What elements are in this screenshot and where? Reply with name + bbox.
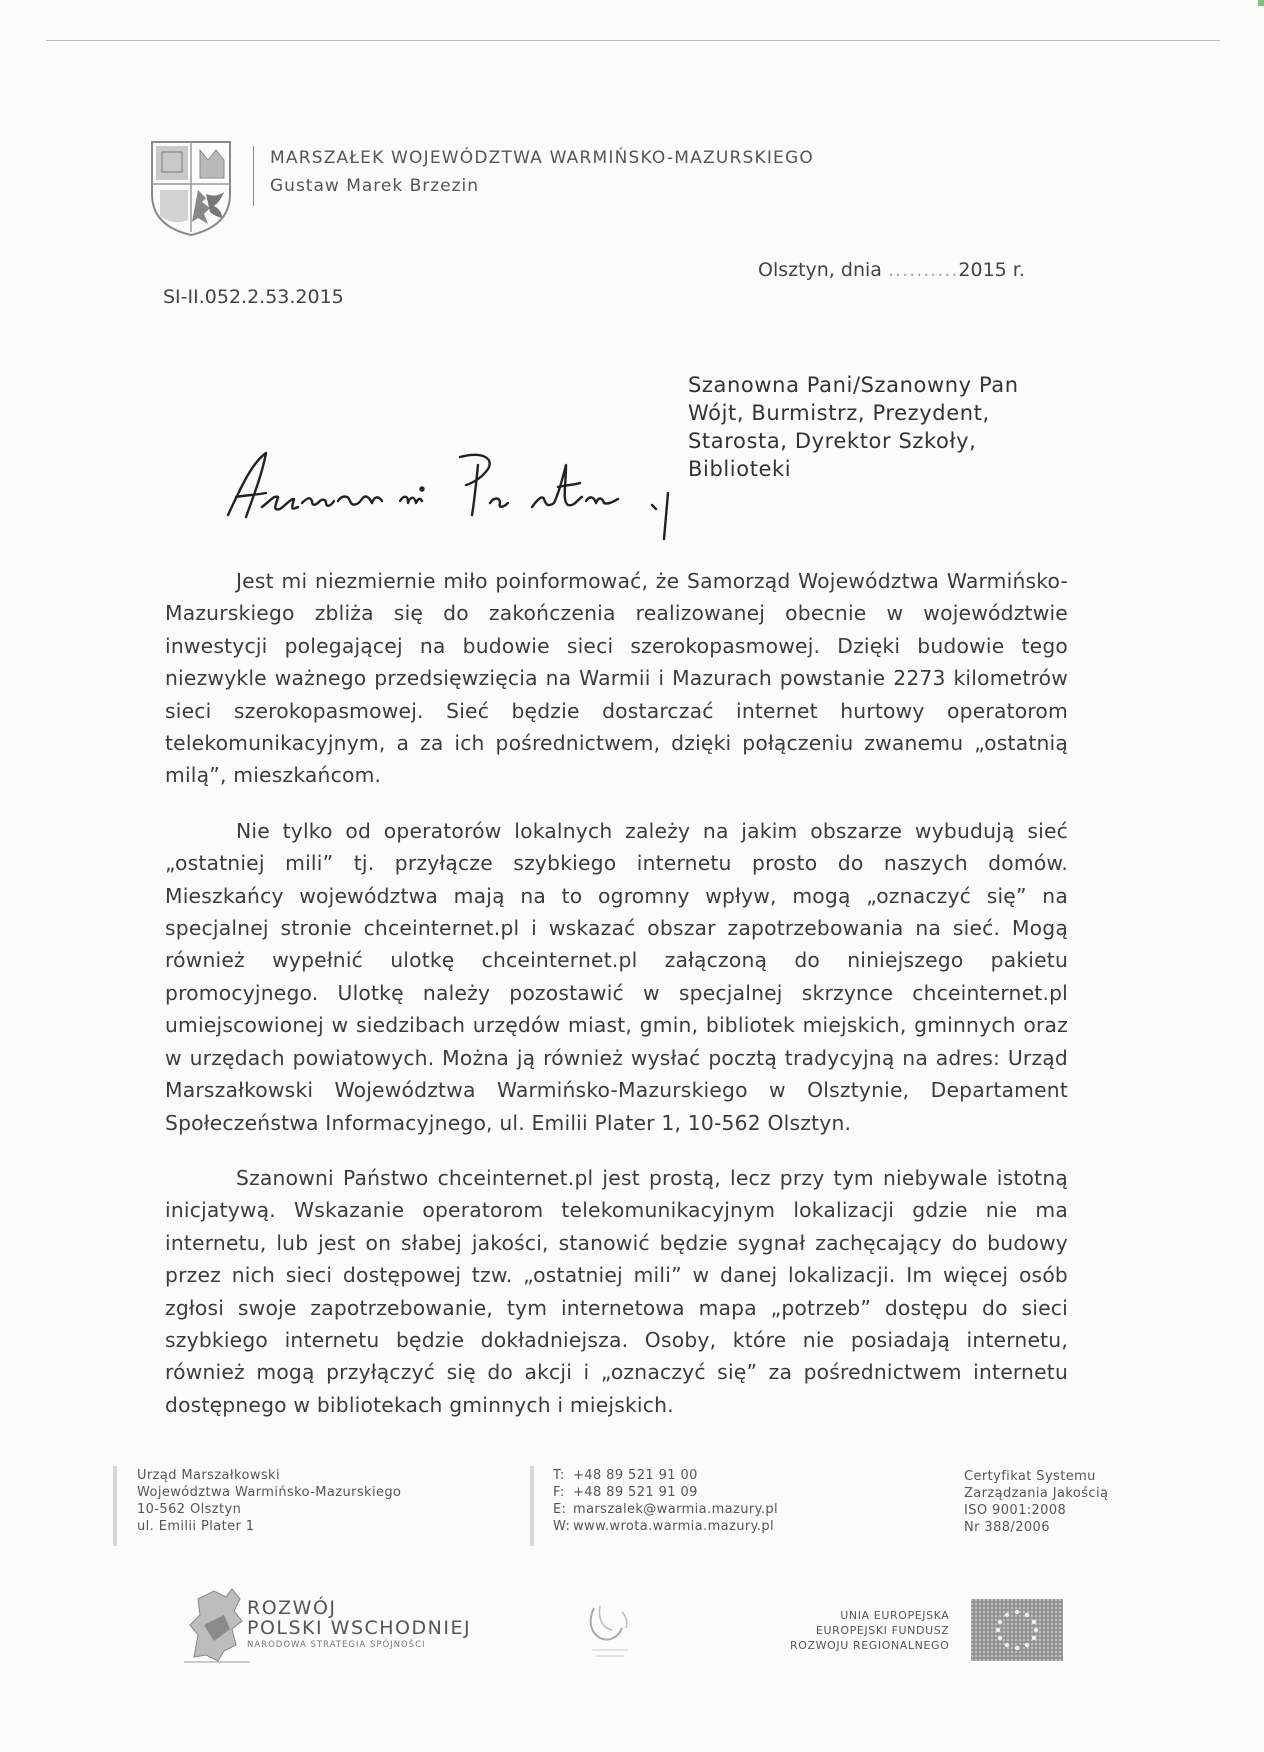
date-suffix: 2015 r. xyxy=(958,259,1025,281)
contact-phone xyxy=(553,1467,778,1484)
letter-body xyxy=(165,565,1068,1444)
rpw-line2: POLSKI WSCHODNIEJ xyxy=(247,1617,472,1639)
top-rule xyxy=(46,40,1220,41)
footer-bar xyxy=(113,1466,117,1546)
eu-flag-icon xyxy=(971,1599,1063,1661)
website-link[interactable]: www.wrota.warmia.mazury.pl xyxy=(573,1519,775,1534)
handwritten-greeting xyxy=(222,445,682,541)
contact-fax xyxy=(553,1484,778,1501)
recipient-line: Szanowna Pani/Szanowny Pan xyxy=(688,373,1019,397)
contact-www xyxy=(553,1518,778,1535)
reference-number: SI-II.052.2.53.2015 xyxy=(163,286,344,308)
corner-mark xyxy=(1258,0,1264,6)
certificate-line: ISO 9001:2008 xyxy=(964,1503,1067,1518)
rpw-line3: NARODOWA STRATEGIA SPÓJNOŚCI xyxy=(247,1640,426,1650)
fax-value: +48 89 521 91 09 xyxy=(573,1485,698,1500)
email-link[interactable]: marszalek@warmia.mazury.pl xyxy=(573,1502,779,1517)
body-paragraph: Szanowni Państwo chceinternet.pl jest prostą, lecz przy tym niebywale istotną inicjatywą. Wskazanie operatorom telekomunikacyjnym lokalizacji gdzie nie ma internetu, lub jest on słabej jakości, stanowić będzie sygnał zachęcający do budowy przez nich sieci dostępowej tzw. „ostatniej mili” w danej lokalizacji. Im więcej osób zgłosi swoje zapotrzebowanie, tym internetowa mapa „potrzeb” dostępu do sieci szybkiego internetu będzie dokładniejsza. Osoby, które nie posiadają internetu, również mogą przyłączyć się do akcji i „oznaczyć się” za pośrednictwem internetu dostępnego w bibliotekach gminnych i miejskich. xyxy=(165,1165,1068,1417)
recipient-line: Starosta, Dyrektor Szkoły, xyxy=(688,429,977,453)
eu-line1: UNIA EUROPEJSKA xyxy=(840,1609,950,1622)
footer-bar xyxy=(530,1466,534,1546)
rpw-logo-text xyxy=(247,1598,471,1650)
place-and-date xyxy=(758,259,1025,281)
phone-value: +48 89 521 91 00 xyxy=(573,1468,698,1483)
contact-key: E: xyxy=(553,1502,567,1517)
certificate-line: Nr 388/2006 xyxy=(964,1520,1050,1535)
contact-key: T: xyxy=(553,1468,565,1483)
eu-line2: EUROPEJSKI FUNDUSZ xyxy=(815,1624,950,1637)
certificate-line: Zarządzania Jakością xyxy=(964,1486,1109,1501)
eu-logo-text xyxy=(790,1608,949,1653)
footer-address xyxy=(137,1467,401,1535)
address-line: Województwa Warmińsko-Mazurskiego xyxy=(137,1485,402,1500)
office-title: MARSZAŁEK WOJEWÓDZTWA WARMIŃSKO-MAZURSKIEGO xyxy=(270,148,814,168)
header-divider xyxy=(253,146,254,206)
recipient-line: Wójt, Burmistrz, Prezydent, xyxy=(688,401,990,425)
address-line: ul. Emilii Plater 1 xyxy=(137,1519,255,1534)
address-line: Urząd Marszałkowski xyxy=(137,1468,280,1483)
recipient-block xyxy=(688,371,1019,483)
footer-certificate xyxy=(964,1468,1108,1536)
date-fill: .......... xyxy=(888,259,959,281)
contact-key: W: xyxy=(553,1519,571,1534)
rozwoj-polski-wschodniej-logo-icon xyxy=(184,1585,250,1663)
coat-of-arms-icon xyxy=(148,138,234,238)
eu-line3: ROZWOJU REGIONALNEGO xyxy=(790,1639,950,1652)
official-name: Gustaw Marek Brzezin xyxy=(270,176,480,196)
contact-email xyxy=(553,1501,778,1518)
place-prefix: Olsztyn, dnia xyxy=(758,259,888,281)
footer-contact xyxy=(553,1467,778,1535)
rpw-line1: ROZWÓJ xyxy=(247,1597,337,1619)
certificate-line: Certyfikat Systemu xyxy=(964,1469,1096,1484)
recipient-line: Biblioteki xyxy=(688,457,792,481)
contact-key: F: xyxy=(553,1485,565,1500)
address-line: 10-562 Olsztyn xyxy=(137,1502,242,1517)
warmia-mazury-logo-icon xyxy=(578,1598,642,1662)
body-paragraph: Jest mi niezmiernie miło poinformować, że Samorząd Województwa Warmińsko-Mazurskiego zbliża się do zakończenia realizowanej obecnie w województwie inwestycji polegającej na budowie sieci szerokopasmowej. Dzięki budowie tego niezwykle ważnego przedsięwzięcia na Warmii i Mazurach powstanie 2273 kilometrów sieci szerokopasmowej. Sieć będzie dostarczać internet hurtowy operatorom telekomunikacyjnym, a za ich pośrednictwem, dzięki połączeniu zwanemu „ostatnią milą”, mieszkańcom. xyxy=(165,569,1068,788)
body-paragraph: Nie tylko od operatorów lokalnych zależy na jakim obszarze wybudują sieć „ostatniej mili” tj. przyłącze szybkiego internetu prosto do naszych domów. Mieszkańcy województwa mają na to ogromny wpływ, mogą „oznaczyć się” na specjalnej stronie chceinternet.pl i wskazać obszar zapotrzebowania na sieć. Mogą również wypełnić ulotkę chceinternet.pl załączoną do niniejszego pakietu promocyjnego. Ulotkę należy pozostawić w specjalnej skrzynce chceinternet.pl umiejscowionej w siedzibach urzędów miast, gmin, bibliotek miejskich, gminnych oraz w urzędach powiatowych. Można ją również wysłać pocztą tradycyjną na adres: Urząd Marszałkowski Województwa Warmińsko-Mazurskiego w Olsztynie, Departament Społeczeństwa Informacyjnego, ul. Emilii Plater 1, 10-562 Olsztyn. xyxy=(165,818,1068,1135)
